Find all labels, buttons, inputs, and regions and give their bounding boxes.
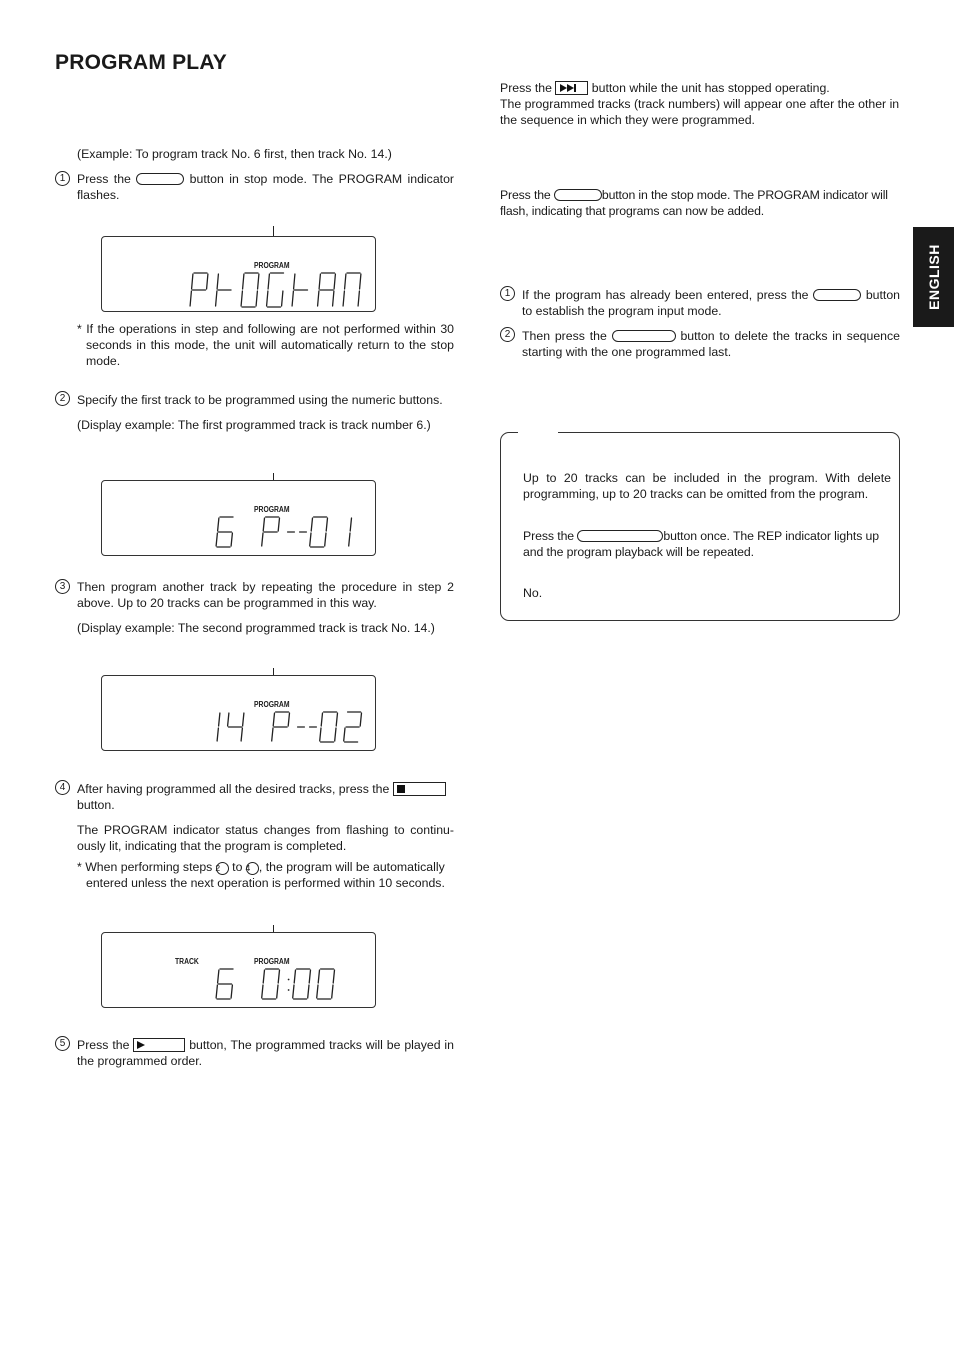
delete-step-number-1: 1 xyxy=(500,286,515,301)
lcd1-program-indicator: PROGRAM xyxy=(254,261,290,270)
note-box-paragraph-2 xyxy=(523,528,893,560)
add-post: button in the stop mode. The PROGRAM indicator will flash, indicating that programs can now be added. xyxy=(500,188,888,218)
note-2-mid: to xyxy=(232,860,243,874)
lcd-display-4 xyxy=(101,932,376,1008)
step-4-pre: After having programmed all the desired tracks, press the xyxy=(77,782,390,796)
step-1-post: button in stop mode. The PROGRAM indicator flashes. xyxy=(77,172,455,202)
example-text: (Example: To program track No. 6 first, then track No. 14.) xyxy=(77,147,392,161)
program-button-graphic xyxy=(136,173,184,185)
lcd1-segments xyxy=(102,237,377,313)
skip-forward-icon xyxy=(556,82,587,94)
page-title: PROGRAM PLAY xyxy=(55,51,227,74)
play-icon xyxy=(137,1041,145,1049)
language-tab-label: ENGLISH xyxy=(925,244,942,310)
play-button-graphic xyxy=(133,1038,185,1052)
step-2: Specify the first track to be programmed using the numeric buttons. xyxy=(77,393,443,407)
step-number-3: 3 xyxy=(55,579,70,594)
lcd-display-1 xyxy=(101,236,376,312)
lcd4-program-indicator: PROGRAM xyxy=(254,957,290,966)
note-2-pre: * When performing steps xyxy=(77,860,213,874)
stop-button-graphic xyxy=(393,782,446,796)
notes-box-header-gap xyxy=(518,429,558,435)
clear-button-graphic xyxy=(612,330,676,342)
note-2-post: , the program will be automatically entered unless the next operation is performed within 10 seconds. xyxy=(86,860,445,890)
step-3-example: (Display example: The second programmed track is track No. 14.) xyxy=(77,621,435,635)
language-tab xyxy=(913,227,954,327)
step-1-pre: Press the xyxy=(77,172,131,186)
lcd4-track-indicator: TRACK xyxy=(175,957,199,966)
step-2-example: (Display example: The first programmed track is track number 6.) xyxy=(77,418,431,432)
del2-pre: Then press the xyxy=(522,329,607,343)
stop-icon xyxy=(397,785,405,793)
program-button-graphic-3 xyxy=(813,289,861,301)
lcd3-segments xyxy=(102,676,377,752)
box-p2-pre: Press the xyxy=(523,529,575,543)
step-number-2: 2 xyxy=(55,391,70,406)
step-1 xyxy=(77,171,454,203)
step-5 xyxy=(77,1037,454,1069)
check-pre: Press the xyxy=(500,81,552,95)
step-number-4: 4 xyxy=(55,780,70,795)
step-5-post: button, The programmed tracks will be played in the programmed order. xyxy=(77,1038,455,1068)
lcd4-segments xyxy=(102,933,377,1009)
note-2-step-b: 4 xyxy=(246,862,259,875)
delete-step-1 xyxy=(522,287,900,319)
step-number-5: 5 xyxy=(55,1036,70,1051)
step-number-1: 1 xyxy=(55,171,70,186)
note-2-step-a: 2 xyxy=(216,862,229,875)
check-program xyxy=(500,80,905,128)
repeat-button-graphic xyxy=(577,530,663,542)
note-box-paragraph-1: Up to 20 tracks can be included in the program. With delete programming, up to 20 tracks can be omitted from the program. xyxy=(523,471,891,501)
lcd-display-3 xyxy=(101,675,376,751)
lcd-display-2 xyxy=(101,480,376,556)
lcd3-program-indicator: PROGRAM xyxy=(254,700,290,709)
delete-step-number-2: 2 xyxy=(500,327,515,342)
step-4-detail: The PROGRAM indicator status changes from flashing to continu-ously lit, indicating that the program is completed. xyxy=(77,823,454,853)
del2-post: button to delete the tracks in sequence starting with the one programmed last. xyxy=(522,329,901,359)
step-3: Then program another track by repeating the procedure in step 2 above. Up to 20 tracks can be programmed in this way. xyxy=(77,580,454,610)
add-program xyxy=(500,187,902,219)
check-post: button while the unit has stopped operating. xyxy=(591,81,830,95)
skip-forward-button-graphic xyxy=(555,81,588,95)
lcd2-program-indicator: PROGRAM xyxy=(254,505,290,514)
step-4-post: button. xyxy=(77,798,115,812)
step-5-pre: Press the xyxy=(77,1038,130,1052)
note-1: * If the operations in step and following are not performed within 30 seconds in this mode, the unit will automatically return to the stop mode. xyxy=(77,322,454,368)
step-4 xyxy=(77,781,457,813)
box-p2-post: button once. The REP indicator lights up and the program playback will be repeated. xyxy=(523,529,880,559)
note-box-paragraph-3: No. xyxy=(523,586,543,600)
delete-step-2 xyxy=(522,328,900,360)
note-2 xyxy=(77,859,456,891)
check-line2: The programmed tracks (track numbers) will appear one after the other in the sequence in which they were programmed. xyxy=(500,97,900,127)
add-pre: Press the xyxy=(500,188,551,202)
lcd2-segments xyxy=(102,481,377,557)
del1-post: button to establish the program input mode. xyxy=(522,288,901,318)
program-button-graphic-2 xyxy=(554,189,602,201)
del1-pre: If the program has already been entered, press the xyxy=(522,288,809,302)
